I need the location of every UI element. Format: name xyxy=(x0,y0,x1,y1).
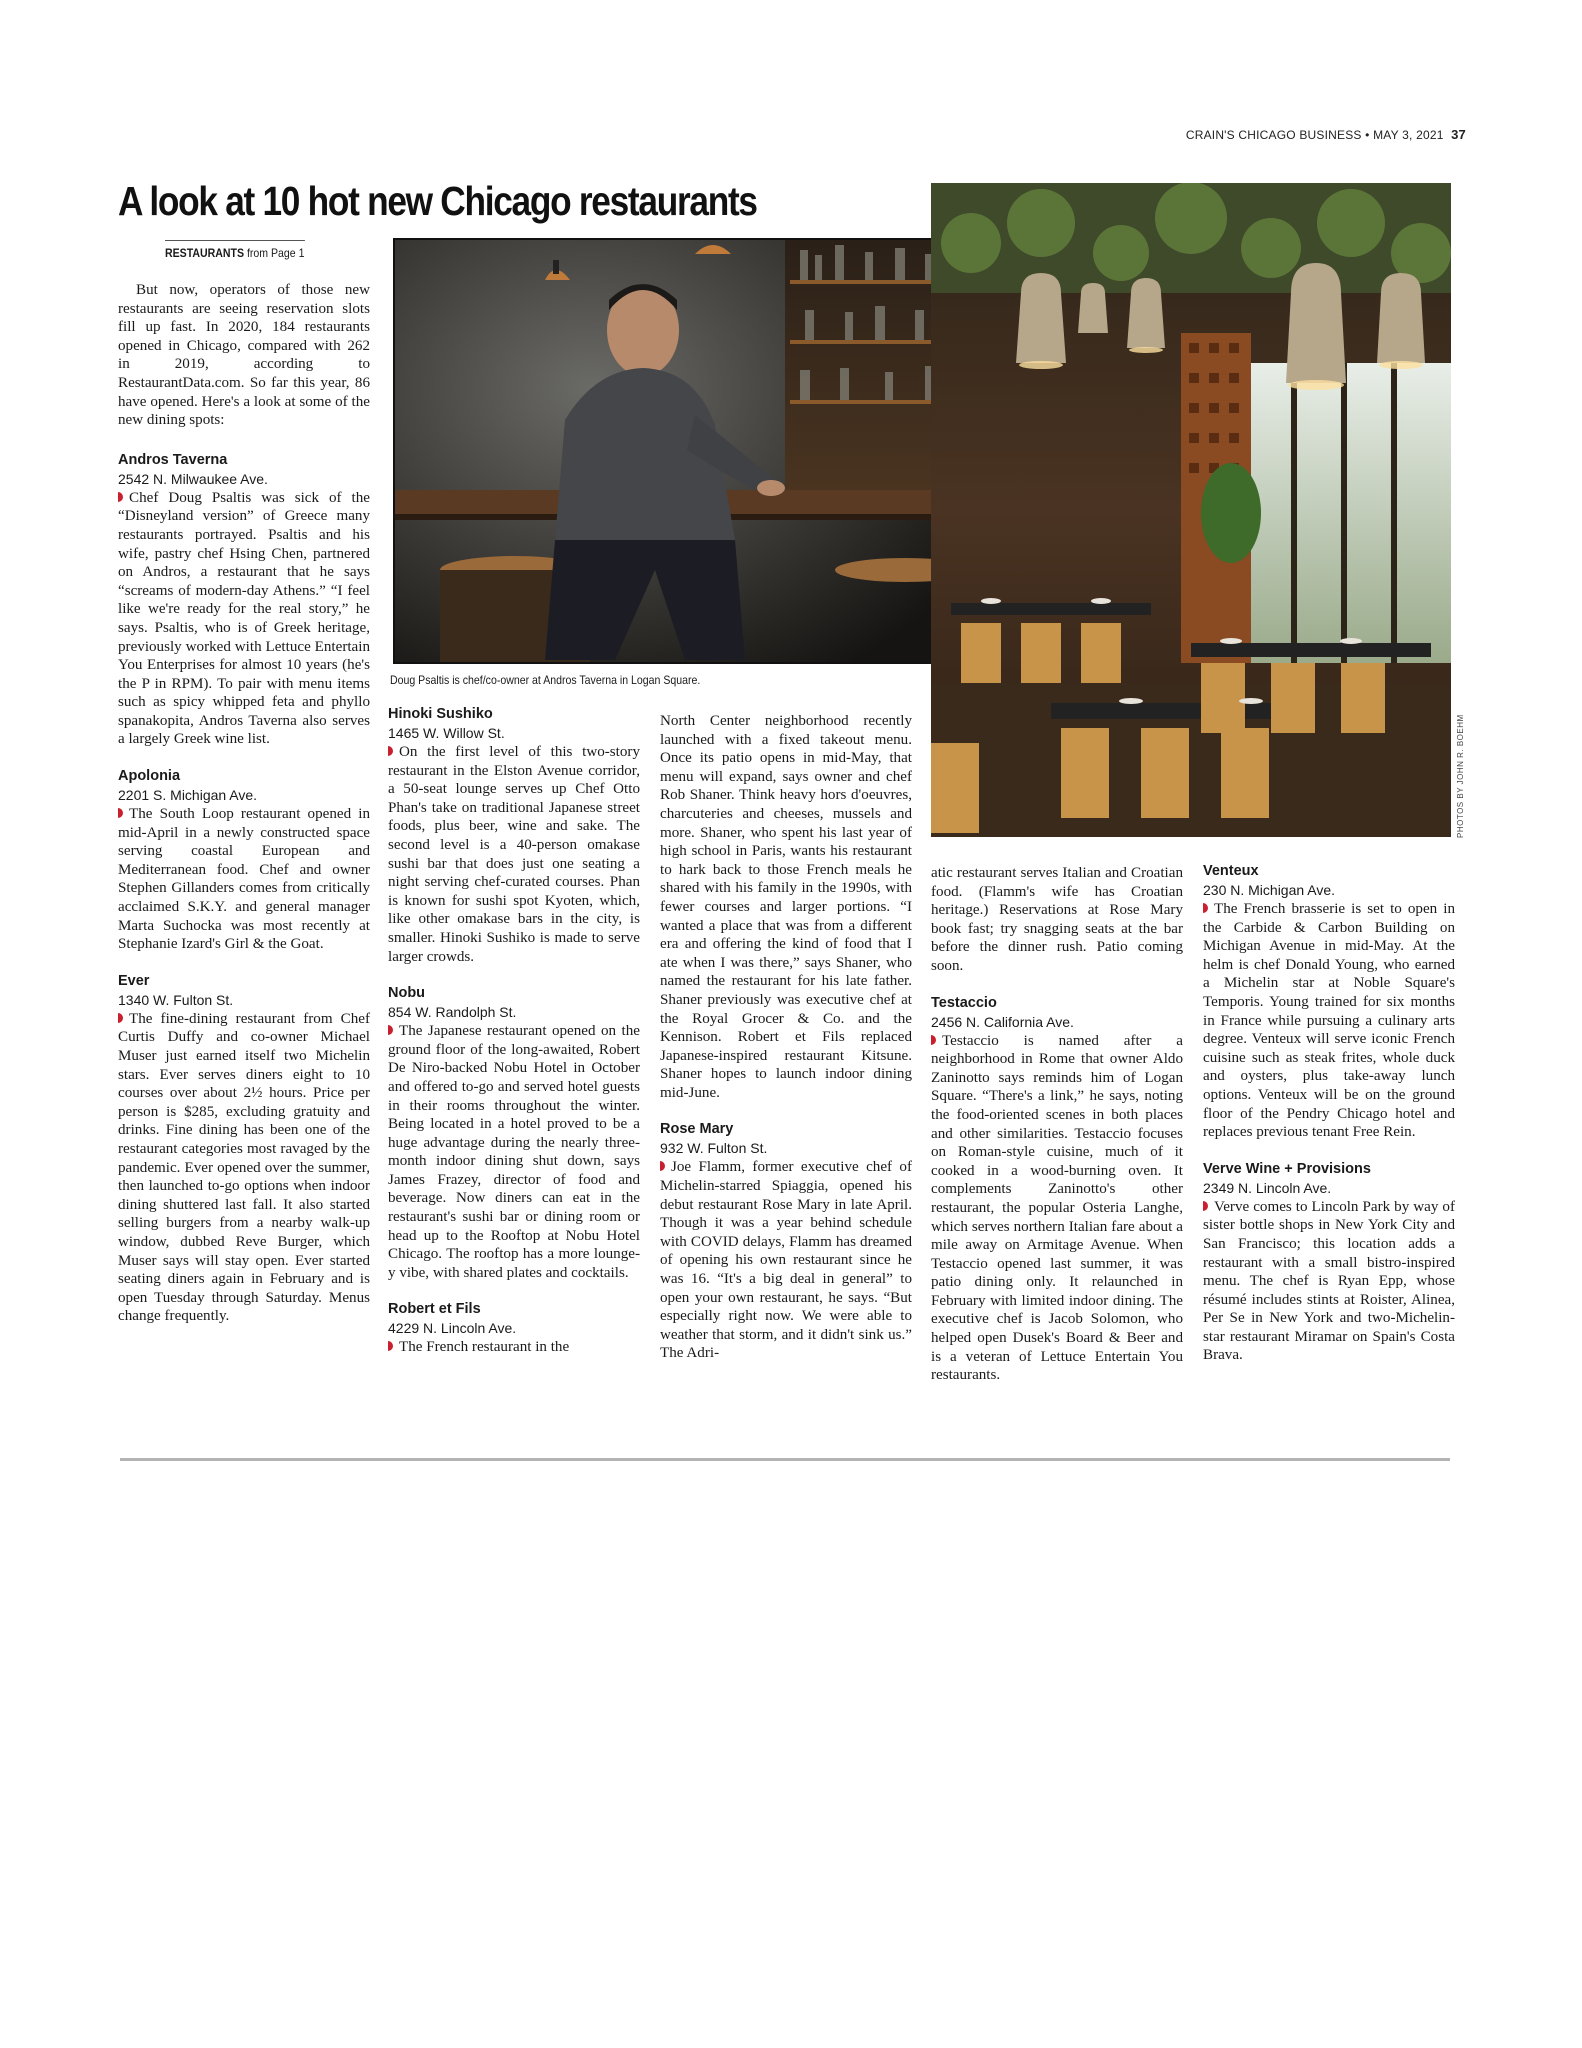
restaurant-name: Rose Mary xyxy=(660,1121,734,1138)
intro-paragraph: But now, operators of those new restaurants are seeing reservation slots fill up fast. In 2020, 184 restaurants opened in Chicago, compared with 262 in 2019, according to RestaurantData.com. So far this year, 86 have opened. Here's a look at some of the new dining spots: xyxy=(118,282,370,429)
restaurant-text: The fine-dining restaurant from Chef Curtis Duffy and co-owner Michael Muser just earned itself two Michelin stars. Ever serves diners eight to 10 courses over about 2½ hours. Price per person is $285, excluding gratuity and drinks. Fine dining has been one of the restaurant categories most ravaged by the pandemic. Ever opened over the summer, then launched to-go options when indoor dining shuttered last fall. It also started selling burgers from a nearby walk-up window, dubbed Reve Burger, which Muser says will stay open. Ever started seating diners again in February and is open Tuesday through Saturday. Menus change frequently. xyxy=(118,1010,370,1325)
column-4 xyxy=(931,864,1183,1385)
restaurant-address: 4229 N. Lincoln Ave. xyxy=(388,1320,517,1337)
bullet-marker-icon xyxy=(118,1013,123,1023)
folio-text: CRAIN'S CHICAGO BUSINESS • MAY 3, 2021 xyxy=(1185,128,1444,142)
bottom-rule xyxy=(120,1458,1450,1461)
restaurant-text: The French restaurant in the xyxy=(388,1338,640,1357)
restaurant-address: 2201 S. Michigan Ave. xyxy=(118,787,258,804)
restaurant-text: The South Loop restaurant opened in mid-April in a newly constructed space serving coastal European and Mediterranean food. Chef and owner Stephen Gillanders comes from critically acclaimed S.K.Y. and general manager Marta Suchocka was most recently at Stephanie Izard's Girl & the Goat. xyxy=(118,806,370,953)
restaurant-address: 2456 N. California Ave. xyxy=(931,1013,1074,1030)
restaurant-text-continued: North Center neighborhood recently launched with a fixed takeout menu. Once its patio opens in mid-May, that menu will expand, says owner and chef Rob Shaner. Think heavy hors d'oeuvres, charcuteries and cheeses, mussels and more. Shaner, who spent his last year of high school in Paris, wants his restaurant to hark back to those French meals he shared with his family in the 1990s, with fewer courses and larger portions. “I wanted a place that was from a different era and offering the kind of food that I ate when I was there,” says Shaner, who named the restaurant for his late father. Shaner previously was executive chef at the Royal Grocer & Co. and the Kennison. Robert et Fils replaced Japanese-inspired restaurant Kitsune. Shaner hopes to launch indoor dining mid-June. xyxy=(660,713,912,1101)
restaurant-address: 230 N. Michigan Ave. xyxy=(1203,882,1336,898)
jump-section: RESTAURANTS xyxy=(165,246,245,260)
column-2 xyxy=(388,705,640,1357)
restaurant-address: 1465 W. Willow St. xyxy=(388,725,505,741)
restaurant-text: The Japanese restaurant opened on the ground floor of the long-awaited, Robert De Niro-backed Nobu Hotel in October and offered to-go and served hotel guests in their rooms throughout the winter. Being located in a hotel proved to be a huge advantage during the nearly three-month indoor dining shut down, says James Frazey, director of food and beverage. Now diners can eat in the restaurant's sushi bar or dining room or head up to the Rooftop at Nobu Hotel Chicago. The rooftop has a more lounge-y vibe, with shared plates and cocktails. xyxy=(388,1023,640,1281)
restaurant-name: Robert et Fils xyxy=(388,1301,481,1318)
column-3 xyxy=(660,712,912,1363)
restaurant-name: Ever xyxy=(118,972,150,989)
restaurant-text-continued: atic restaurant serves Italian and Croatian food. (Flamm's wife has Croatian heritage.) Reservations at Rose Mary book fast; try snagging seats at the bar before the dinner rush. Patio coming soon. xyxy=(931,865,1183,974)
restaurant-address: 2349 N. Lincoln Ave. xyxy=(1203,1179,1332,1196)
restaurant-name: Apolonia xyxy=(118,768,181,785)
restaurant-name: Hinoki Sushiko xyxy=(388,706,493,722)
bullet-marker-icon xyxy=(931,1035,936,1045)
restaurant-name: Verve Wine + Provisions xyxy=(1203,1160,1371,1177)
bullet-marker-icon xyxy=(1203,1201,1208,1211)
restaurant-text: Testaccio is named after a neighborhood in Rome that owner Aldo Zaninotto says reminds him of Logan Square. “There's a link,” he says, noting the food-oriented scenes in both places and other similarities. Testaccio focuses on Roman-style cuisine, much of it cooked in a wood-burning oven. It complements Zaninotto's other restaurant, the popular Osteria Langhe, which serves northern Italian fare about a mile away on Armitage Avenue. When Testaccio opened last summer, it was patio dining only. It relaunched in February with limited indoor dining. The executive chef is Jacob Solomon, who helped open Dusek's Board & Beer and is a veteran of Lettuce Entertain You restaurants. xyxy=(931,1032,1183,1384)
column-5 xyxy=(1203,862,1455,1365)
restaurant-address: 854 W. Randolph St. xyxy=(388,1004,517,1021)
restaurant-name: Testaccio xyxy=(931,994,997,1011)
folio xyxy=(1186,127,1466,142)
restaurant-name: Nobu xyxy=(388,985,426,1002)
jump-from: from Page 1 xyxy=(246,246,305,260)
bullet-marker-icon xyxy=(388,1341,393,1351)
restaurant-text: On the first level of this two-story restaurant in the Elston Avenue corridor, a 50-seat lounge serves up Chef Otto Phan's take on traditional Japanese street foods, plus beer, wine and sake. The second level is a 40-person omakase sushi bar that does just one seating a night serving chef-curated courses. Phan is known for sushi spot Kyoten, which, like other omakase bars in the city, is smaller. Hinoki Sushiko is made to serve larger crowds. xyxy=(388,744,640,965)
restaurant-text: Joe Flamm, former executive chef of Michelin-starred Spiaggia, opened his debut restaurant Rose Mary in late April. Though it was a year behind schedule with COVID delays, Flamm has dreamed of opening his own restaurant since he was 16. “It's a big deal in general” to open your own restaurant, he says. “But especially right now. We were able to weather that storm, and it didn't sink us.” The Adri- xyxy=(660,1159,912,1362)
bullet-marker-icon xyxy=(660,1161,665,1171)
bullet-marker-icon xyxy=(388,1025,393,1035)
bullet-marker-icon xyxy=(118,492,123,502)
restaurant-address: 1340 W. Fulton St. xyxy=(118,991,234,1008)
bullet-marker-icon xyxy=(118,808,123,818)
restaurant-address: 2542 N. Milwaukee Ave. xyxy=(118,470,268,487)
photo-caption: Doug Psaltis is chef/co-owner at Andros Taverna in Logan Square. xyxy=(390,673,701,687)
restaurant-text: The French brasserie is set to open in the Carbide & Carbon Building on Michigan Avenue in mid-May. At the helm is chef Donald Young, who earned a Michelin star at Noble Square's Temporis. Young trained for six months in France while pursuing a culinary arts degree. Venteux will serve iconic French cuisine such as steak frites, whole duck and oysters, plus take-away lunch options. Venteux will be on the ground floor of the Pendry Chicago hotel and replaces previous tenant Free Rein. xyxy=(1203,901,1455,1141)
photo-credit: PHOTOS BY JOHN R. BOEHM xyxy=(1456,714,1465,838)
chef-photo xyxy=(393,238,959,664)
column-1 xyxy=(118,281,370,1326)
page-number: 37 xyxy=(1451,127,1466,142)
bullet-marker-icon xyxy=(1203,903,1208,913)
restaurant-photo xyxy=(931,183,1451,837)
jump-line xyxy=(165,240,304,260)
restaurant-name: Venteux xyxy=(1203,863,1259,879)
restaurant-text: Chef Doug Psaltis was sick of the “Disneyland version” of Greece many restaurants portrayed. Psaltis and his wife, pastry chef Hsing Chen, partnered on Andros, a restaurant that he says “screams of modern-day Athens.” “I feel like we're ready for the real story,” he says. Psaltis, who is of Greek heritage, previously worked with Lettuce Entertain You Enterprises for almost 10 years (he's the P in RPM). To pair with menu items such as spicy whipped feta and phyllo spanakopita, Andros Taverna also serves a largely Greek wine list. xyxy=(118,489,370,748)
headline: A look at 10 hot new Chicago restaurants xyxy=(118,178,757,224)
bullet-marker-icon xyxy=(388,746,393,756)
restaurant-text: Verve comes to Lincoln Park by way of sister bottle shops in New York City and San Francisco; this location adds a restaurant with a small bistro-inspired menu. The chef is Ryan Epp, whose résumé includes stints at Roister, Alinea, Per Se in New York and two-Michelin-star restaurant Miramar on Spain's Costa Brava. xyxy=(1203,1198,1455,1364)
restaurant-address: 932 W. Fulton St. xyxy=(660,1140,768,1157)
restaurant-name: Andros Taverna xyxy=(118,451,228,468)
